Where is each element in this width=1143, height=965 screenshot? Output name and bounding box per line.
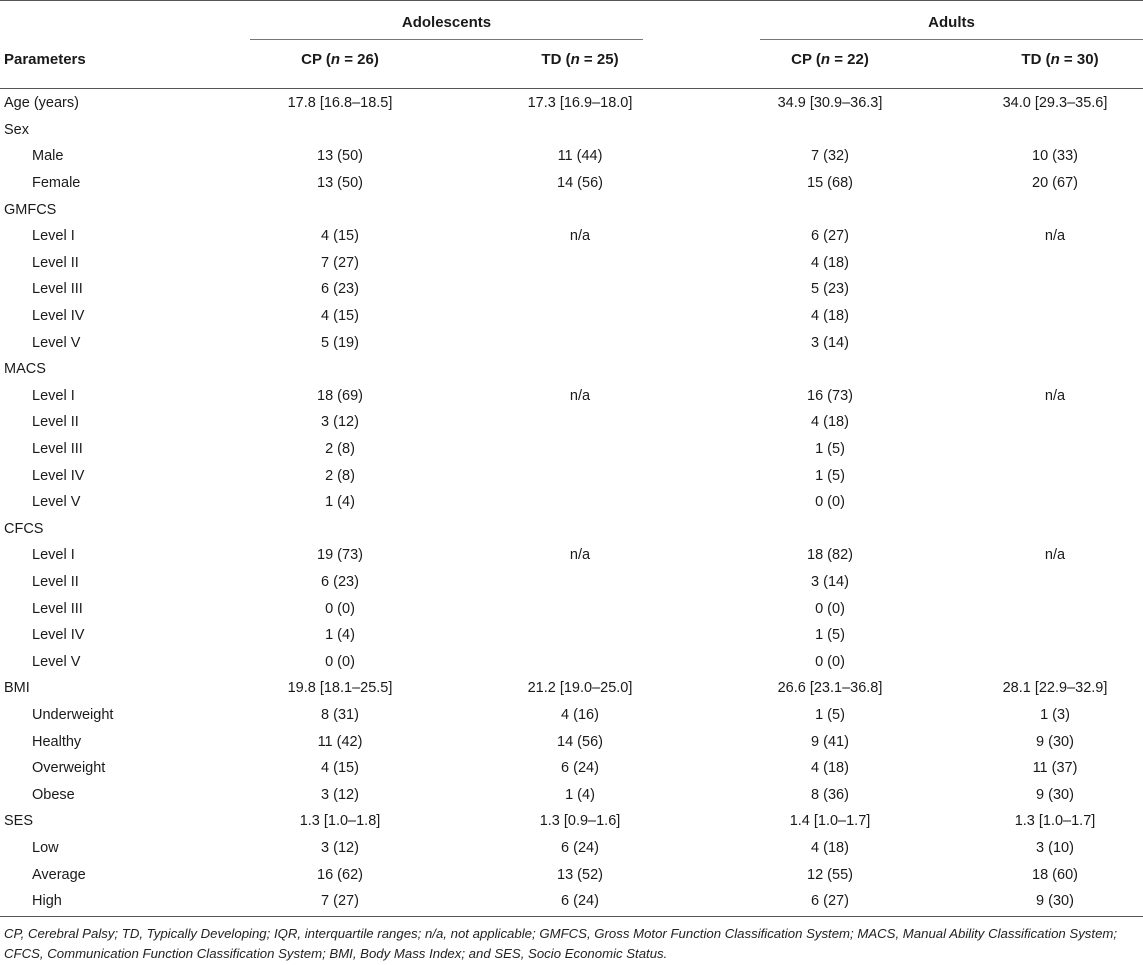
table-row xyxy=(0,329,1143,356)
value-cell: n/a xyxy=(1044,228,1066,245)
value-cell: 4 (16) xyxy=(561,706,599,723)
table-row xyxy=(0,595,1143,622)
value-cell: 13 (50) xyxy=(317,175,363,192)
value-cell: 13 (50) xyxy=(317,148,363,165)
table-row xyxy=(0,489,1143,516)
parameters-header: Parameters xyxy=(4,51,86,68)
value-cell: n/a xyxy=(569,547,591,564)
value-cell: 28.1 [22.9–32.9] xyxy=(1002,680,1108,697)
table-row xyxy=(0,648,1143,675)
table-body xyxy=(0,90,1143,914)
value-cell: 3 (12) xyxy=(321,839,359,856)
group-underline-adults xyxy=(760,39,1143,40)
value-cell: 3 (14) xyxy=(811,334,849,351)
table-row xyxy=(0,542,1143,569)
col-header-adolescents-cp: CP (n = 26) xyxy=(301,51,379,68)
parameter-label: Age (years) xyxy=(4,95,79,112)
value-cell: 1 (5) xyxy=(815,467,845,484)
sub-parameter-label: Male xyxy=(32,148,64,165)
table-row xyxy=(0,303,1143,330)
sub-parameter-label: Level III xyxy=(32,600,83,617)
value-cell: 17.8 [16.8–18.5] xyxy=(287,95,393,112)
table-row xyxy=(0,223,1143,250)
row-cell xyxy=(0,835,1143,862)
value-cell: 16 (62) xyxy=(317,866,363,883)
table-row xyxy=(0,250,1143,277)
row-cell xyxy=(0,489,1143,516)
bottom-rule xyxy=(0,916,1143,917)
value-cell: 3 (14) xyxy=(811,573,849,590)
value-cell: 19 (73) xyxy=(317,547,363,564)
value-cell: 4 (18) xyxy=(811,254,849,271)
row-cell xyxy=(0,702,1143,729)
sub-parameter-label: Level IV xyxy=(32,627,85,644)
table-row xyxy=(0,462,1143,489)
value-cell: 26.6 [23.1–36.8] xyxy=(777,680,883,697)
value-cell: 0 (0) xyxy=(325,653,355,670)
table-row xyxy=(0,835,1143,862)
value-cell: 7 (27) xyxy=(321,893,359,910)
value-cell: 15 (68) xyxy=(807,175,853,192)
value-cell: 1 (5) xyxy=(815,627,845,644)
row-cell xyxy=(0,569,1143,596)
row-cell xyxy=(0,303,1143,330)
row-cell xyxy=(0,196,1143,223)
parameter-label: SES xyxy=(4,813,34,830)
value-cell: 34.0 [29.3–35.6] xyxy=(1002,95,1108,112)
value-cell: 9 (30) xyxy=(1036,733,1074,750)
value-cell: 14 (56) xyxy=(557,733,603,750)
sub-parameter-label: Level V xyxy=(32,653,81,670)
table-row xyxy=(0,808,1143,835)
sub-parameter-label: Low xyxy=(32,839,59,856)
value-cell: 1 (4) xyxy=(325,627,355,644)
value-cell: 6 (24) xyxy=(561,760,599,777)
table-row xyxy=(0,143,1143,170)
value-cell: 11 (42) xyxy=(317,733,363,750)
value-cell: 18 (82) xyxy=(807,547,853,564)
value-cell: 1 (5) xyxy=(815,441,845,458)
table-row xyxy=(0,276,1143,303)
sub-parameter-label: Level II xyxy=(32,414,79,431)
value-cell: 6 (24) xyxy=(561,839,599,856)
sub-parameter-label: Level III xyxy=(32,441,83,458)
row-cell xyxy=(0,861,1143,888)
table-footnote: CP, Cerebral Palsy; TD, Typically Developing; IQR, interquartile ranges; n/a, not applicable; GMFCS, Gross Motor Function Classification System; MACS, Manual Ability Classification System; CFCS, Communication Function Classification System; BMI, Body Mass Index; and SES, Socio Economic Status. xyxy=(4,926,1118,961)
row-cell xyxy=(0,622,1143,649)
table-row xyxy=(0,409,1143,436)
value-cell: 9 (41) xyxy=(811,733,849,750)
value-cell: 5 (19) xyxy=(321,334,359,351)
row-cell xyxy=(0,90,1143,117)
value-cell: 4 (15) xyxy=(321,228,359,245)
value-cell: 18 (60) xyxy=(1032,866,1078,883)
table-row xyxy=(0,436,1143,463)
value-cell: 1 (5) xyxy=(815,706,845,723)
value-cell: 8 (36) xyxy=(811,786,849,803)
value-cell: 12 (55) xyxy=(807,866,853,883)
value-cell: 1.3 [1.0–1.8] xyxy=(299,813,381,830)
value-cell: 6 (24) xyxy=(561,893,599,910)
header-rule xyxy=(0,88,1143,89)
value-cell: 6 (23) xyxy=(321,281,359,298)
row-cell xyxy=(0,675,1143,702)
value-cell: 7 (32) xyxy=(811,148,849,165)
row-cell xyxy=(0,383,1143,410)
value-cell: 6 (23) xyxy=(321,573,359,590)
value-cell: 13 (52) xyxy=(557,866,603,883)
parameter-label: MACS xyxy=(4,361,46,378)
table-row xyxy=(0,861,1143,888)
row-cell xyxy=(0,329,1143,356)
value-cell: n/a xyxy=(569,228,591,245)
value-cell: n/a xyxy=(569,387,591,404)
value-cell: 10 (33) xyxy=(1032,148,1078,165)
value-cell: 0 (0) xyxy=(815,653,845,670)
value-cell: 2 (8) xyxy=(325,441,355,458)
row-cell xyxy=(0,781,1143,808)
value-cell: 1.3 [0.9–1.6] xyxy=(539,813,621,830)
value-cell: 0 (0) xyxy=(325,600,355,617)
parameter-label: CFCS xyxy=(4,520,44,537)
table-row xyxy=(0,622,1143,649)
value-cell: 11 (37) xyxy=(1032,760,1078,777)
table-rows xyxy=(0,90,1143,914)
table-row xyxy=(0,569,1143,596)
value-cell: 9 (30) xyxy=(1036,893,1074,910)
value-cell: 19.8 [18.1–25.5] xyxy=(287,680,393,697)
value-cell: 3 (10) xyxy=(1036,839,1074,856)
value-cell: 9 (30) xyxy=(1036,786,1074,803)
table-row xyxy=(0,728,1143,755)
row-cell xyxy=(0,170,1143,197)
table-row xyxy=(0,117,1143,144)
table-row xyxy=(0,516,1143,543)
row-cell xyxy=(0,117,1143,144)
row-cell xyxy=(0,462,1143,489)
value-cell: 5 (23) xyxy=(811,281,849,298)
value-cell: 4 (18) xyxy=(811,308,849,325)
row-cell xyxy=(0,356,1143,383)
sub-parameter-label: Level IV xyxy=(32,308,85,325)
value-cell: 4 (15) xyxy=(321,760,359,777)
table-row xyxy=(0,755,1143,782)
value-cell: 20 (67) xyxy=(1032,175,1078,192)
value-cell: 6 (27) xyxy=(811,893,849,910)
row-cell xyxy=(0,250,1143,277)
row-cell xyxy=(0,276,1143,303)
row-cell xyxy=(0,728,1143,755)
sub-parameter-label: Underweight xyxy=(32,706,114,723)
row-cell xyxy=(0,409,1143,436)
value-cell: 14 (56) xyxy=(557,175,603,192)
sub-parameter-label: Level I xyxy=(32,228,75,245)
table-row xyxy=(0,170,1143,197)
sub-parameter-label: Healthy xyxy=(32,733,82,750)
table-row xyxy=(0,781,1143,808)
sub-parameter-label: Level II xyxy=(32,254,79,271)
table-row xyxy=(0,90,1143,117)
table-row xyxy=(0,196,1143,223)
row-cell xyxy=(0,755,1143,782)
top-rule xyxy=(0,0,1143,1)
sub-parameter-label: Female xyxy=(32,175,81,192)
value-cell: n/a xyxy=(1044,387,1066,404)
value-cell: 8 (31) xyxy=(321,706,359,723)
value-cell: 7 (27) xyxy=(321,254,359,271)
col-header-adults-td: TD (n = 30) xyxy=(1021,51,1099,68)
sub-parameter-label: Obese xyxy=(32,786,75,803)
col-header-adults-cp: CP (n = 22) xyxy=(791,51,869,68)
row-cell xyxy=(0,808,1143,835)
value-cell: 3 (12) xyxy=(321,414,359,431)
table-row xyxy=(0,675,1143,702)
value-cell: 4 (15) xyxy=(321,308,359,325)
value-cell: 1.3 [1.0–1.7] xyxy=(1014,813,1096,830)
row-cell xyxy=(0,542,1143,569)
group-header-adolescents: Adolescents xyxy=(401,14,492,31)
value-cell: 18 (69) xyxy=(317,387,363,404)
sub-parameter-label: Level I xyxy=(32,547,75,564)
sub-parameter-label: Level V xyxy=(32,334,81,351)
value-cell: 1 (3) xyxy=(1040,706,1070,723)
row-cell xyxy=(0,595,1143,622)
value-cell: 0 (0) xyxy=(815,600,845,617)
table-row xyxy=(0,888,1143,915)
col-header-adolescents-td: TD (n = 25) xyxy=(541,51,619,68)
sub-parameter-label: Average xyxy=(32,866,86,883)
group-underline-adolescents xyxy=(250,39,643,40)
table-row xyxy=(0,702,1143,729)
sub-parameter-label: Level I xyxy=(32,387,75,404)
row-cell xyxy=(0,516,1143,543)
value-cell: 1 (4) xyxy=(565,786,595,803)
row-cell xyxy=(0,223,1143,250)
value-cell: 11 (44) xyxy=(557,148,603,165)
sub-parameter-label: High xyxy=(32,893,62,910)
value-cell: 21.2 [19.0–25.0] xyxy=(527,680,633,697)
row-cell xyxy=(0,143,1143,170)
row-cell xyxy=(0,648,1143,675)
value-cell: 34.9 [30.9–36.3] xyxy=(777,95,883,112)
value-cell: 1 (4) xyxy=(325,494,355,511)
table-row xyxy=(0,383,1143,410)
value-cell: 0 (0) xyxy=(815,494,845,511)
value-cell: 2 (8) xyxy=(325,467,355,484)
value-cell: 4 (18) xyxy=(811,414,849,431)
sub-parameter-label: Level V xyxy=(32,494,81,511)
table-row xyxy=(0,356,1143,383)
value-cell: 4 (18) xyxy=(811,839,849,856)
sub-parameter-label: Level II xyxy=(32,573,79,590)
sub-parameter-label: Overweight xyxy=(32,760,106,777)
value-cell: 4 (18) xyxy=(811,760,849,777)
parameter-label: BMI xyxy=(4,680,30,697)
parameter-label: GMFCS xyxy=(4,201,57,218)
row-cell xyxy=(0,888,1143,915)
group-header-adults: Adults xyxy=(928,14,975,31)
value-cell: 6 (27) xyxy=(811,228,849,245)
row-cell xyxy=(0,436,1143,463)
value-cell: 17.3 [16.9–18.0] xyxy=(527,95,633,112)
sub-parameter-label: Level IV xyxy=(32,467,85,484)
value-cell: 1.4 [1.0–1.7] xyxy=(789,813,871,830)
value-cell: 3 (12) xyxy=(321,786,359,803)
sub-parameter-label: Level III xyxy=(32,281,83,298)
value-cell: n/a xyxy=(1044,547,1066,564)
value-cell: 16 (73) xyxy=(807,387,853,404)
parameter-label: Sex xyxy=(4,121,29,138)
